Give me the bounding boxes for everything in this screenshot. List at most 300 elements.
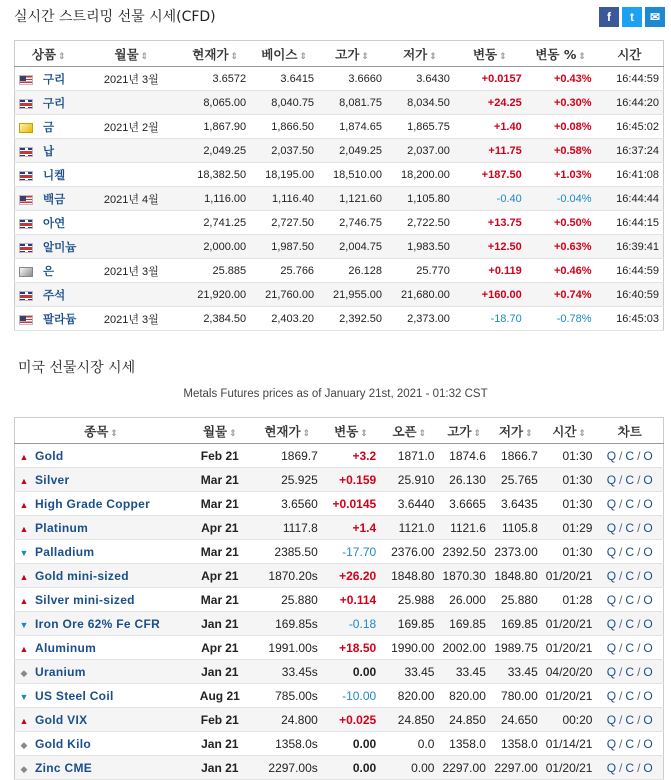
column-header[interactable] xyxy=(596,418,663,444)
high-cell: 26.128 xyxy=(318,259,386,283)
column-header-label: 차트 xyxy=(617,423,642,439)
column-header[interactable] xyxy=(322,418,380,444)
high-cell: 33.45 xyxy=(438,660,489,684)
chart-links-cell xyxy=(596,540,663,564)
change-cell: +12.50 xyxy=(454,235,526,259)
uk-flag-icon xyxy=(19,243,33,253)
table-row[interactable] xyxy=(15,139,664,163)
chart-link-q[interactable]: Q xyxy=(606,664,617,679)
table-row[interactable] xyxy=(15,588,664,612)
product-name-link[interactable]: 백금 xyxy=(43,191,66,206)
high-cell: 2,049.25 xyxy=(318,139,386,163)
chart-link-c[interactable]: C xyxy=(625,544,635,559)
sort-icon[interactable]: ⇕ xyxy=(578,51,586,62)
column-header[interactable] xyxy=(180,41,250,67)
product-name-link[interactable]: 알미늄 xyxy=(43,239,77,254)
uk-flag-icon xyxy=(19,219,33,229)
price-cell: 1117.8 xyxy=(253,516,322,540)
link-separator: / xyxy=(637,664,641,679)
chart-link-o[interactable]: O xyxy=(643,496,653,511)
price-cell: 25.880 xyxy=(253,588,322,612)
change-cell: +0.114 xyxy=(322,588,380,612)
chart-links-cell xyxy=(596,684,663,708)
chart-link-q[interactable]: Q xyxy=(606,616,617,631)
price-cell: 2297.00s xyxy=(253,756,322,780)
table-row[interactable] xyxy=(15,235,664,259)
sort-icon[interactable]: ⇕ xyxy=(229,428,237,439)
low-cell: 18,200.00 xyxy=(386,163,454,187)
high-cell: 1358.0 xyxy=(438,732,489,756)
link-separator: / xyxy=(619,448,623,463)
symbol-name-link[interactable]: Silver xyxy=(35,472,70,487)
chart-link-q[interactable]: Q xyxy=(606,712,617,727)
chart-link-c[interactable]: C xyxy=(625,520,635,535)
symbol-cell[interactable] xyxy=(15,660,187,684)
chart-link-q[interactable]: Q xyxy=(606,688,617,703)
month-cell: 2021년 3월 xyxy=(82,67,180,91)
column-header[interactable] xyxy=(253,418,322,444)
table-row[interactable] xyxy=(15,307,664,331)
product-name-link[interactable]: 금 xyxy=(43,119,55,134)
product-name-link[interactable]: 주석 xyxy=(43,287,66,302)
chart-link-o[interactable]: O xyxy=(643,736,653,751)
link-separator: / xyxy=(619,760,623,775)
product-cell[interactable] xyxy=(15,67,83,91)
sort-icon[interactable]: ⇕ xyxy=(140,51,149,62)
link-separator: / xyxy=(637,496,641,511)
time-cell: 01/20/21 xyxy=(542,612,597,636)
low-cell: 2,722.50 xyxy=(386,211,454,235)
symbol-name-link[interactable]: Silver mini-sized xyxy=(35,592,135,607)
sort-icon[interactable]: ⇕ xyxy=(429,51,437,62)
table-row[interactable] xyxy=(15,540,664,564)
month-cell: Apr 21 xyxy=(187,564,253,588)
facebook-icon[interactable]: f xyxy=(599,7,619,27)
cfd-price-table xyxy=(14,40,664,331)
low-cell: 1848.80 xyxy=(490,564,542,588)
sort-icon[interactable]: ⇕ xyxy=(299,51,307,62)
product-cell[interactable] xyxy=(15,211,83,235)
high-cell: 2,746.75 xyxy=(318,211,386,235)
price-cell: 25.925 xyxy=(253,468,322,492)
table-row[interactable] xyxy=(15,612,664,636)
product-name-link[interactable]: 구리 xyxy=(43,71,66,86)
change-cell: +24.25 xyxy=(454,91,526,115)
product-cell[interactable] xyxy=(15,187,83,211)
sort-icon[interactable]: ⇕ xyxy=(110,428,118,439)
open-cell: 3.6440 xyxy=(380,492,438,516)
change-cell: +0.025 xyxy=(322,708,380,732)
link-separator: / xyxy=(637,760,641,775)
low-cell: 3.6430 xyxy=(386,67,454,91)
high-cell: 2002.00 xyxy=(438,636,489,660)
table-row[interactable] xyxy=(15,163,664,187)
change-cell: +0.0157 xyxy=(454,67,526,91)
chart-link-q[interactable]: Q xyxy=(606,472,617,487)
chart-link-q[interactable]: Q xyxy=(606,544,617,559)
chart-link-o[interactable]: O xyxy=(643,520,653,535)
low-cell: 1105.8 xyxy=(490,516,542,540)
table-row[interactable] xyxy=(15,283,664,307)
sort-icon[interactable]: ⇕ xyxy=(473,428,482,439)
chart-link-c[interactable]: C xyxy=(625,496,635,511)
arrow-up-icon: ▲ xyxy=(19,571,29,582)
sort-icon[interactable]: ⇕ xyxy=(499,51,507,62)
month-cell: Feb 21 xyxy=(187,444,253,468)
column-header[interactable] xyxy=(15,41,83,67)
symbol-cell[interactable] xyxy=(15,444,187,468)
column-header[interactable] xyxy=(526,41,596,67)
low-cell: 1358.0 xyxy=(490,732,542,756)
symbol-cell[interactable] xyxy=(15,612,187,636)
symbol-cell[interactable] xyxy=(15,756,187,780)
product-name-link[interactable]: 은 xyxy=(43,263,55,278)
symbol-name-link[interactable]: Gold VIX xyxy=(35,712,88,727)
symbol-cell[interactable] xyxy=(15,684,187,708)
product-name-link[interactable]: 구리 xyxy=(43,95,66,110)
symbol-cell[interactable] xyxy=(15,468,187,492)
chart-link-q[interactable]: Q xyxy=(606,520,617,535)
uk-flag-icon xyxy=(19,99,33,109)
column-header-label: 베이스 xyxy=(261,46,298,62)
chart-link-o[interactable]: O xyxy=(643,544,653,559)
sort-icon[interactable]: ⇕ xyxy=(360,428,368,439)
link-separator: / xyxy=(619,616,623,631)
column-header[interactable] xyxy=(15,418,187,444)
chart-link-q[interactable]: Q xyxy=(606,448,617,463)
month-cell: 2021년 4월 xyxy=(82,187,180,211)
low-cell: 8,034.50 xyxy=(386,91,454,115)
chart-link-c[interactable]: C xyxy=(625,448,635,463)
chart-link-o[interactable]: O xyxy=(643,688,653,703)
section-title-us-futures: 미국 선물시장 시세 xyxy=(18,360,136,376)
change-cell: +1.40 xyxy=(454,115,526,139)
product-name-link[interactable]: 팔라듐 xyxy=(43,311,77,326)
price-cell: 21,920.00 xyxy=(180,283,250,307)
product-cell[interactable] xyxy=(15,235,83,259)
chart-link-q[interactable]: Q xyxy=(606,640,617,655)
symbol-name-link[interactable]: Aluminum xyxy=(35,640,97,655)
time-cell: 16:45:02 xyxy=(596,115,664,139)
link-separator: / xyxy=(637,448,641,463)
product-name-link[interactable]: 아연 xyxy=(43,215,66,230)
change-cell: +18.50 xyxy=(322,636,380,660)
arrow-up-icon: ▲ xyxy=(19,643,29,654)
column-header[interactable] xyxy=(318,41,386,67)
link-separator: / xyxy=(619,736,623,751)
symbol-name-link[interactable]: US Steel Coil xyxy=(35,688,114,703)
chart-links-cell xyxy=(596,444,663,468)
open-cell: 25.910 xyxy=(380,468,438,492)
symbol-cell[interactable] xyxy=(15,732,187,756)
change-cell: +0.119 xyxy=(454,259,526,283)
low-cell: 1,865.75 xyxy=(386,115,454,139)
table-row[interactable] xyxy=(15,211,664,235)
chart-links-cell xyxy=(596,732,663,756)
chart-link-q[interactable]: Q xyxy=(606,496,617,511)
change-cell: +11.75 xyxy=(454,139,526,163)
table-row[interactable] xyxy=(15,91,664,115)
link-separator: / xyxy=(619,592,623,607)
table-row[interactable] xyxy=(15,564,664,588)
link-separator: / xyxy=(619,664,623,679)
symbol-cell[interactable] xyxy=(15,588,187,612)
price-cell: 24.800 xyxy=(253,708,322,732)
base-cell: 18,195.00 xyxy=(250,163,318,187)
price-cell: 8,065.00 xyxy=(180,91,250,115)
chart-links-cell xyxy=(596,756,663,780)
chart-link-o[interactable]: O xyxy=(643,712,653,727)
month-cell: Mar 21 xyxy=(187,588,253,612)
column-header[interactable] xyxy=(386,41,454,67)
sort-icon[interactable]: ⇕ xyxy=(302,428,311,439)
price-cell: 33.45s xyxy=(253,660,322,684)
base-cell: 1,987.50 xyxy=(250,235,318,259)
month-cell: Jan 21 xyxy=(187,756,253,780)
column-header[interactable] xyxy=(82,41,180,67)
column-header-label: 월물 xyxy=(114,46,139,62)
symbol-name-link[interactable]: High Grade Copper xyxy=(35,496,151,511)
column-header[interactable] xyxy=(250,41,318,67)
month-cell: Mar 21 xyxy=(187,468,253,492)
chart-link-c[interactable]: C xyxy=(625,760,635,775)
product-cell[interactable] xyxy=(15,91,83,115)
time-cell: 16:44:59 xyxy=(596,67,664,91)
symbol-cell[interactable] xyxy=(15,564,187,588)
link-separator: / xyxy=(637,520,641,535)
change-cell: 0.00 xyxy=(322,732,380,756)
chart-link-o[interactable]: O xyxy=(643,664,653,679)
time-cell: 16:41:08 xyxy=(596,163,664,187)
chart-link-o[interactable]: O xyxy=(643,472,653,487)
time-cell: 01:30 xyxy=(542,468,597,492)
table-row[interactable] xyxy=(15,756,664,780)
sort-icon[interactable]: ⇕ xyxy=(578,428,586,439)
price-cell: 1991.00s xyxy=(253,636,322,660)
column-header[interactable] xyxy=(438,418,489,444)
column-header[interactable] xyxy=(187,418,253,444)
futures-subtitle: Metals Futures prices as of January 21st, 2021 - 01:32 CST xyxy=(183,388,488,400)
month-cell xyxy=(82,163,180,187)
change-pct-cell: +0.50% xyxy=(526,211,596,235)
link-separator: / xyxy=(619,520,623,535)
table-row[interactable] xyxy=(15,468,664,492)
change-cell: 0.00 xyxy=(322,660,380,684)
price-cell: 169.85s xyxy=(253,612,322,636)
table-row[interactable] xyxy=(15,115,664,139)
sort-icon[interactable]: ⇕ xyxy=(230,51,239,62)
table-row[interactable] xyxy=(15,684,664,708)
chart-link-o[interactable]: O xyxy=(643,616,653,631)
column-header[interactable] xyxy=(542,418,597,444)
sort-icon[interactable]: ⇕ xyxy=(418,428,427,439)
symbol-name-link[interactable]: Zinc CME xyxy=(35,760,93,775)
chart-link-c[interactable]: C xyxy=(625,616,635,631)
time-cell: 01:30 xyxy=(542,492,597,516)
chart-link-o[interactable]: O xyxy=(643,568,653,583)
product-cell[interactable] xyxy=(15,163,83,187)
link-separator: / xyxy=(619,544,623,559)
chart-link-q[interactable]: Q xyxy=(606,736,617,751)
chart-link-o[interactable]: O xyxy=(643,448,653,463)
high-cell: 2,004.75 xyxy=(318,235,386,259)
low-cell: 25.770 xyxy=(386,259,454,283)
symbol-name-link[interactable]: Gold xyxy=(35,448,64,463)
time-cell: 01/20/21 xyxy=(542,564,597,588)
chart-link-q[interactable]: Q xyxy=(606,568,617,583)
sort-icon[interactable]: ⇕ xyxy=(361,51,369,62)
table-row[interactable] xyxy=(15,187,664,211)
time-cell: 01:30 xyxy=(542,444,597,468)
column-header-label: 상품 xyxy=(31,46,57,62)
link-separator: / xyxy=(637,712,641,727)
table-row[interactable] xyxy=(15,660,664,684)
symbol-name-link[interactable]: Palladium xyxy=(35,544,95,559)
product-cell[interactable] xyxy=(15,283,83,307)
change-cell: +26.20 xyxy=(322,564,380,588)
low-cell: 1989.75 xyxy=(490,636,542,660)
high-cell: 1,121.60 xyxy=(318,187,386,211)
symbol-name-link[interactable]: Gold mini-sized xyxy=(35,568,129,583)
symbol-cell[interactable] xyxy=(15,516,187,540)
chart-link-c[interactable]: C xyxy=(625,472,635,487)
chart-link-c[interactable]: C xyxy=(625,568,635,583)
table-row[interactable] xyxy=(15,636,664,660)
column-header[interactable] xyxy=(490,418,542,444)
arrow-up-icon: ▲ xyxy=(19,523,29,534)
arrow-down-icon: ▼ xyxy=(19,691,29,702)
table-row[interactable] xyxy=(15,708,664,732)
chart-link-c[interactable]: C xyxy=(625,736,635,751)
link-separator: / xyxy=(619,640,623,655)
symbol-cell[interactable] xyxy=(15,492,187,516)
chart-link-c[interactable]: C xyxy=(625,688,635,703)
change-pct-cell: +0.58% xyxy=(526,139,596,163)
chart-link-o[interactable]: O xyxy=(643,760,653,775)
chart-link-o[interactable]: O xyxy=(643,640,653,655)
chart-link-c[interactable]: C xyxy=(625,712,635,727)
column-header-label: 변동 % xyxy=(535,46,577,62)
month-cell: 2021년 3월 xyxy=(82,307,180,331)
column-header[interactable] xyxy=(380,418,438,444)
open-cell: 820.00 xyxy=(380,684,438,708)
symbol-name-link[interactable]: Iron Ore 62% Fe CFR xyxy=(35,616,161,631)
product-name-link[interactable]: 납 xyxy=(43,143,55,158)
open-cell: 1121.0 xyxy=(380,516,438,540)
high-cell: 18,510.00 xyxy=(318,163,386,187)
gold-bar-icon xyxy=(19,123,33,133)
price-cell: 2385.50 xyxy=(253,540,322,564)
chart-links-cell xyxy=(596,564,663,588)
chart-links-cell xyxy=(596,492,663,516)
time-cell: 01/20/21 xyxy=(542,756,597,780)
table-row[interactable] xyxy=(15,67,664,91)
base-cell: 8,040.75 xyxy=(250,91,318,115)
price-cell: 3.6572 xyxy=(180,67,250,91)
month-cell: Jan 21 xyxy=(187,732,253,756)
column-header-label: 고가 xyxy=(447,423,472,439)
sort-icon[interactable]: ⇕ xyxy=(525,428,533,439)
table-row[interactable] xyxy=(15,516,664,540)
symbol-cell[interactable] xyxy=(15,540,187,564)
table-row[interactable] xyxy=(15,732,664,756)
chart-link-q[interactable]: Q xyxy=(606,760,617,775)
uk-flag-icon xyxy=(19,147,33,157)
column-header[interactable] xyxy=(596,41,664,67)
high-cell: 3.6660 xyxy=(318,67,386,91)
base-cell: 2,037.50 xyxy=(250,139,318,163)
high-cell: 169.85 xyxy=(438,612,489,636)
price-cell: 2,049.25 xyxy=(180,139,250,163)
open-cell: 0.0 xyxy=(380,732,438,756)
product-cell[interactable] xyxy=(15,115,83,139)
high-cell: 1,874.65 xyxy=(318,115,386,139)
high-cell: 2,392.50 xyxy=(318,307,386,331)
time-cell: 16:40:59 xyxy=(596,283,664,307)
table-row[interactable] xyxy=(15,259,664,283)
symbol-name-link[interactable]: Platinum xyxy=(35,520,89,535)
mail-icon[interactable]: ✉ xyxy=(645,7,665,27)
symbol-name-link[interactable]: Gold Kilo xyxy=(35,736,92,751)
sort-icon[interactable]: ⇕ xyxy=(58,51,66,62)
symbol-cell[interactable] xyxy=(15,636,187,660)
change-pct-cell: +0.08% xyxy=(526,115,596,139)
us-flag-icon xyxy=(19,75,33,85)
high-cell: 1874.6 xyxy=(438,444,489,468)
product-cell[interactable] xyxy=(15,139,83,163)
month-cell: Jan 21 xyxy=(187,612,253,636)
chart-link-o[interactable]: O xyxy=(643,592,653,607)
social-share-bar xyxy=(599,7,665,27)
change-pct-cell: +0.43% xyxy=(526,67,596,91)
arrow-up-icon: ▲ xyxy=(19,595,29,606)
table-row[interactable] xyxy=(15,492,664,516)
month-cell xyxy=(82,139,180,163)
open-cell: 2376.00 xyxy=(380,540,438,564)
change-cell: 0.00 xyxy=(322,756,380,780)
chart-link-c[interactable]: C xyxy=(625,664,635,679)
product-cell[interactable] xyxy=(15,259,83,283)
time-cell: 04/20/20 xyxy=(542,660,597,684)
symbol-cell[interactable] xyxy=(15,708,187,732)
open-cell: 25.988 xyxy=(380,588,438,612)
change-cell: +0.0145 xyxy=(322,492,380,516)
product-name-link[interactable]: 니켈 xyxy=(43,167,66,182)
product-cell[interactable] xyxy=(15,307,83,331)
chart-link-q[interactable]: Q xyxy=(606,592,617,607)
twitter-icon[interactable]: t xyxy=(622,7,642,27)
change-cell: +0.159 xyxy=(322,468,380,492)
change-cell: -17.70 xyxy=(322,540,380,564)
low-cell: 33.45 xyxy=(490,660,542,684)
open-cell: 33.45 xyxy=(380,660,438,684)
chart-link-c[interactable]: C xyxy=(625,640,635,655)
column-header[interactable] xyxy=(454,41,526,67)
link-separator: / xyxy=(619,496,623,511)
chart-link-c[interactable]: C xyxy=(625,592,635,607)
symbol-name-link[interactable]: Uranium xyxy=(35,664,86,679)
low-cell: 25.765 xyxy=(490,468,542,492)
link-separator: / xyxy=(619,472,623,487)
low-cell: 3.6435 xyxy=(490,492,542,516)
table-row[interactable] xyxy=(15,444,664,468)
price-cell: 18,382.50 xyxy=(180,163,250,187)
arrow-down-icon: ▼ xyxy=(19,619,29,630)
arrow-up-icon: ▲ xyxy=(19,499,29,510)
time-cell: 16:44:15 xyxy=(596,211,664,235)
change-cell: -0.40 xyxy=(454,187,526,211)
month-cell xyxy=(82,235,180,259)
